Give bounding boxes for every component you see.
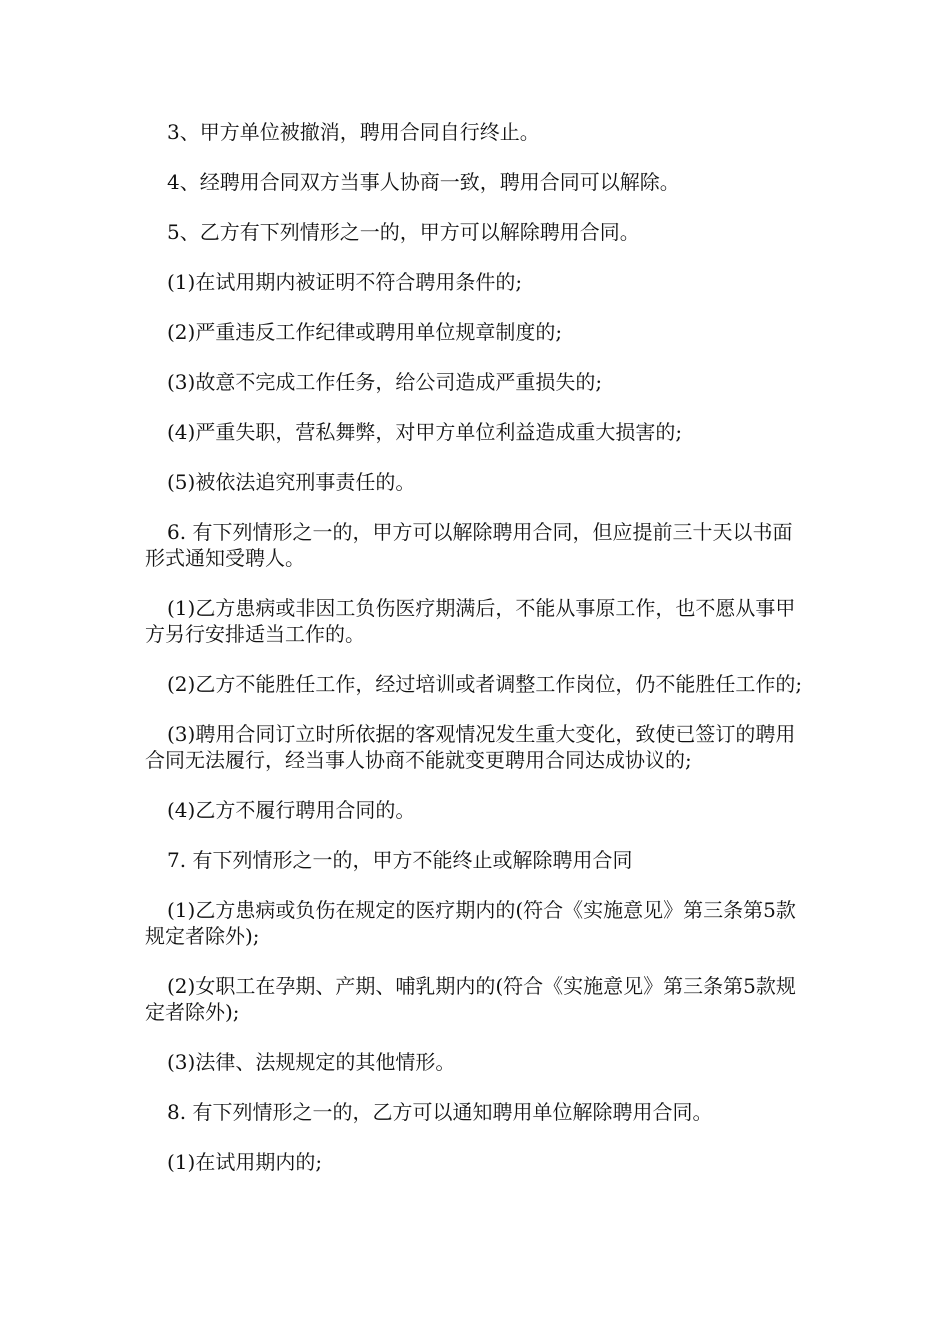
paragraph-item: 7. 有下列情形之一的，甲方不能终止或解除聘用合同 [167, 848, 633, 872]
document-body [145, 119, 810, 1175]
paragraph-item: 5、乙方有下列情形之一的，甲方可以解除聘用合同。 [167, 220, 640, 244]
paragraph-item: (2)女职工在孕期、产期、哺乳期内的(符合《实施意见》第三条第5款规定者除外); [145, 974, 796, 1024]
paragraph-item: (2)严重违反工作纪律或聘用单位规章制度的; [167, 320, 563, 344]
paragraph-item: 6. 有下列情形之一的，甲方可以解除聘用合同，但应提前三十天以书面形式通知受聘人。 [145, 520, 793, 570]
paragraph-item: (4)乙方不履行聘用合同的。 [167, 798, 416, 822]
paragraph-item: (1)乙方患病或负伤在规定的医疗期内的(符合《实施意见》第三条第5款规定者除外); [145, 898, 796, 948]
paragraph-item: (3)聘用合同订立时所依据的客观情况发生重大变化，致使已签订的聘用合同无法履行，经当事人协商不能就变更聘用合同达成协议的; [145, 722, 796, 772]
paragraph-item: (4)严重失职，营私舞弊，对甲方单位利益造成重大损害的; [167, 420, 683, 444]
paragraph-item: 3、甲方单位被撤消，聘用合同自行终止。 [167, 120, 540, 144]
paragraph-item: (5)被依法追究刑事责任的。 [167, 470, 416, 494]
paragraph-item: (1)乙方患病或非因工负伤医疗期满后，不能从事原工作，也不愿从事甲方另行安排适当工作的。 [145, 596, 796, 646]
paragraph-item: (1)在试用期内的; [167, 1150, 323, 1174]
paragraph-item: (2)乙方不能胜任工作，经过培训或者调整工作岗位，仍不能胜任工作的; [167, 672, 803, 696]
paragraph-item: 4、经聘用合同双方当事人协商一致，聘用合同可以解除。 [167, 170, 680, 194]
paragraph-item: (3)法律、法规规定的其他情形。 [167, 1050, 456, 1074]
paragraph-item: (1)在试用期内被证明不符合聘用条件的; [167, 270, 523, 294]
paragraph-item: 8. 有下列情形之一的，乙方可以通知聘用单位解除聘用合同。 [167, 1100, 713, 1124]
paragraph-item: (3)故意不完成工作任务，给公司造成严重损失的; [167, 370, 603, 394]
